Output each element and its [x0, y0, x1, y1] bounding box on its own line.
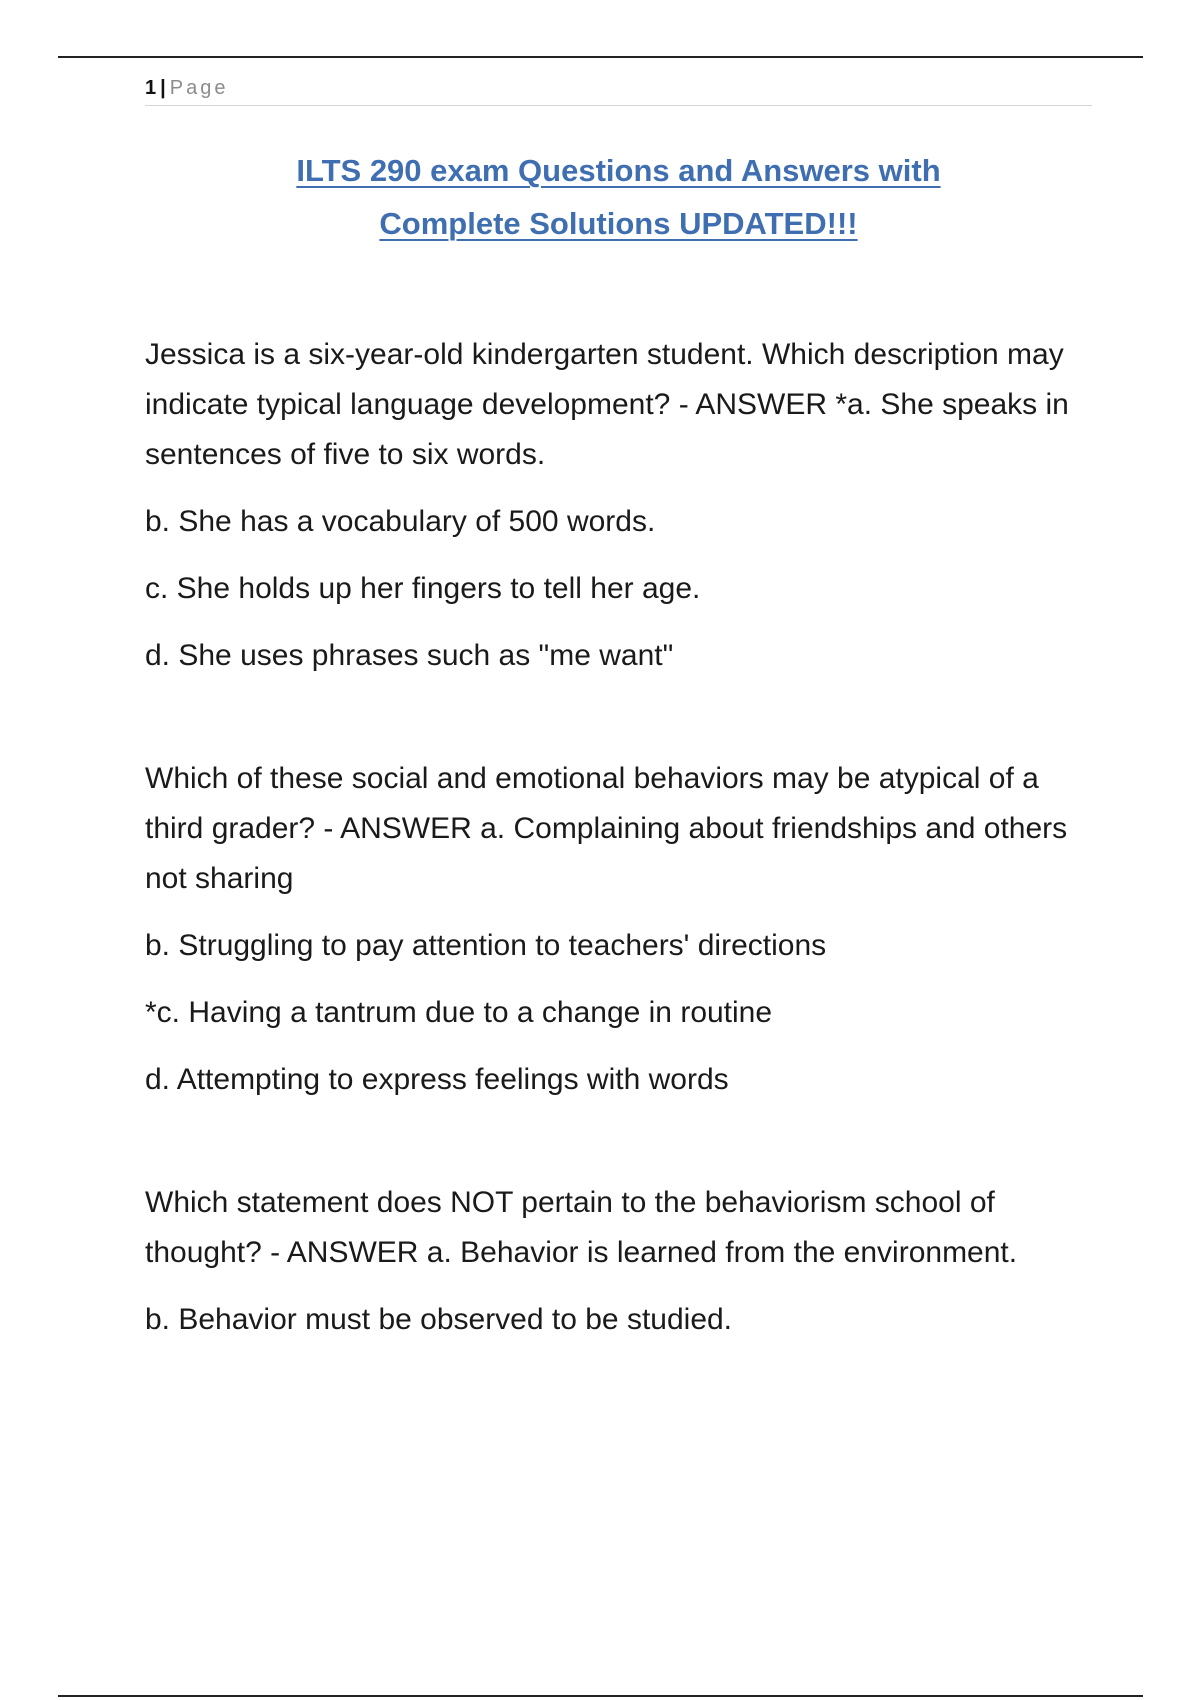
top-rule — [58, 56, 1143, 58]
document-title — [145, 144, 1092, 250]
answer-option: d. She uses phrases such as "me want" — [145, 639, 674, 672]
question-block-1 — [145, 330, 1092, 681]
bottom-rule — [58, 1695, 1143, 1697]
document-body — [145, 330, 1092, 1362]
answer-option: c. She holds up her fingers to tell her age. — [145, 572, 701, 605]
title-line-1: ILTS 290 exam Questions and Answers with — [296, 153, 941, 188]
question-block-3 — [145, 1178, 1092, 1345]
answer-option: *c. Having a tantrum due to a change in routine — [145, 996, 773, 1029]
answer-option: d. Attempting to express feelings with words — [145, 1063, 729, 1096]
question-block-2 — [145, 754, 1092, 1105]
page-separator: | — [160, 77, 166, 99]
answer-option: b. Behavior must be observed to be studied. — [145, 1303, 733, 1336]
title-line-2: Complete Solutions UPDATED!!! — [379, 206, 858, 241]
page-number: 1 — [145, 77, 157, 99]
page-header — [145, 75, 1092, 106]
answer-option: b. She has a vocabulary of 500 words. — [145, 505, 656, 538]
page-label: Page — [169, 77, 229, 99]
question-text: Which statement does NOT pertain to the behaviorism school of thought? - ANSWER a. Behavior is learned from the environment. — [145, 1186, 1018, 1269]
question-text: Which of these social and emotional behaviors may be atypical of a third grader? - ANSWER a. Complaining about friendships and others not sharing — [145, 762, 1068, 895]
question-text: Jessica is a six-year-old kindergarten student. Which description may indicate typical language development? - ANSWER *a. She speaks in sentences of five to six words. — [145, 338, 1069, 471]
answer-option: b. Struggling to pay attention to teachers' directions — [145, 929, 827, 962]
